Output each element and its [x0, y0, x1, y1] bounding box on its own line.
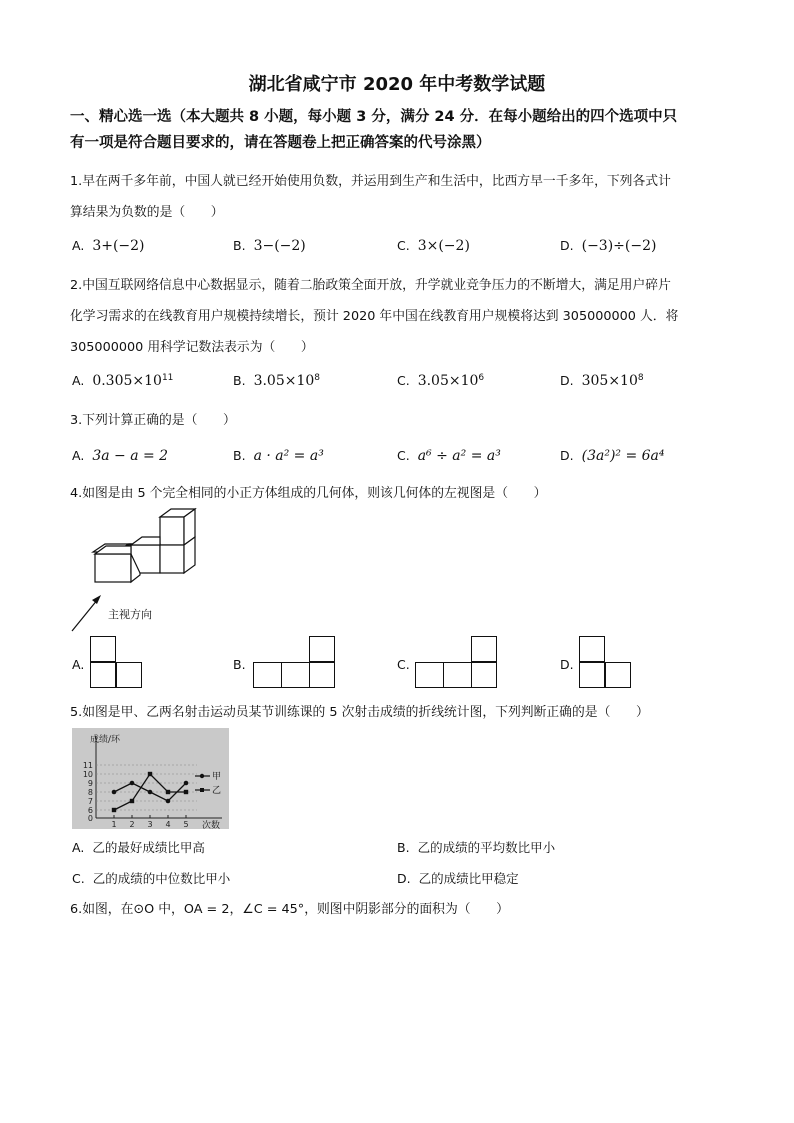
x-tick-label: 5 — [183, 820, 189, 829]
question-2-option-d[interactable]: D. $305\times 10^8$ — [560, 373, 644, 390]
view-square — [281, 662, 310, 688]
y-tick-label: 6 — [87, 806, 93, 815]
y-tick-label: 10 — [82, 770, 93, 779]
data-point — [166, 799, 171, 804]
section-heading — [70, 104, 730, 156]
data-point — [148, 790, 153, 795]
question-1-option-a[interactable]: A. 3+(−2) — [72, 238, 145, 254]
view-square — [443, 662, 472, 688]
view-square — [471, 662, 497, 688]
view-square — [579, 636, 605, 662]
question-2-option-c[interactable]: C. $3.05\times 10^6$ — [397, 373, 485, 390]
x-axis-label: 次数 — [202, 821, 221, 829]
view-square — [253, 662, 282, 688]
view-square — [415, 662, 444, 688]
question-4-option-b-label: B. — [233, 657, 246, 672]
data-point — [112, 808, 116, 812]
x-tick-label: 2 — [129, 820, 135, 829]
view-square — [90, 662, 116, 688]
question-4-option-d[interactable] — [579, 636, 635, 690]
question-4-option-c[interactable] — [415, 636, 499, 690]
page-title: 湖北省咸宁市 2020 年中考数学试题 — [248, 74, 546, 95]
question-1-stem — [70, 166, 730, 228]
legend-label: 乙 — [212, 786, 222, 796]
question-3-option-d[interactable]: D. (3a²)² = 6a⁴ — [560, 448, 665, 464]
question-3-option-a[interactable]: A. 3a − a = 2 — [72, 448, 169, 464]
question-2-line: 305000000 用科学记数法表示为（ ） — [70, 340, 314, 355]
question-4-option-d-label: D. — [560, 657, 574, 672]
data-point — [130, 799, 134, 803]
legend-label: 甲 — [212, 772, 222, 782]
y-tick-label: 11 — [82, 761, 93, 770]
view-square — [309, 636, 335, 662]
x-tick-label: 1 — [111, 820, 117, 829]
legend-marker — [200, 788, 204, 792]
data-point — [184, 790, 188, 794]
data-point — [166, 790, 170, 794]
question-4-option-a[interactable] — [90, 636, 144, 690]
data-point — [148, 772, 152, 776]
question-2-line: 2.中国互联网络信息中心数据显示，随着二胎政策全面开放，升学就业竞争压力的不断增大，满足用户碎片 — [70, 278, 671, 293]
question-5-option-c[interactable]: C. 乙的成绩的中位数比甲小 — [72, 871, 231, 886]
y-tick-label: 8 — [87, 788, 93, 797]
score-line-chart — [72, 728, 229, 829]
x-tick-label: 3 — [147, 820, 153, 829]
view-square — [116, 662, 142, 688]
question-5-option-d[interactable]: D. 乙的成绩比甲稳定 — [397, 871, 519, 886]
question-5-stem: 5.如图是甲、乙两名射击运动员某节训练课的 5 次射击成绩的折线统计图，下列判断正确的是（ ） — [70, 705, 649, 720]
direction-label: 主视方向 — [108, 608, 152, 621]
view-square — [90, 636, 116, 662]
question-3-option-c[interactable]: C. a⁶ ÷ a² = a³ — [397, 448, 501, 464]
question-5-option-b[interactable]: B. 乙的成绩的平均数比甲小 — [397, 840, 556, 855]
question-4-option-b[interactable] — [253, 636, 337, 690]
question-6-stem: 6.如图，在⊙O 中，OA = 2，∠C = 45°，则图中阴影部分的面积为（ ） — [70, 902, 509, 917]
data-point — [184, 781, 189, 786]
y-tick-label: 9 — [87, 779, 93, 788]
question-4-stem: 4.如图是由 5 个完全相同的小正方体组成的几何体，则该几何体的左视图是（ ） — [70, 486, 547, 501]
section-heading-line: 一、精心选一选（本大题共 8 小题，每小题 3 分，满分 24 分．在每小题给出的四个选项中只 — [70, 109, 678, 125]
question-4-option-c-label: C. — [397, 657, 410, 672]
question-1-option-d[interactable]: D. (−3)÷(−2) — [560, 238, 657, 254]
question-3-stem: 3.下列计算正确的是（ ） — [70, 413, 236, 428]
question-5-option-a[interactable]: A. 乙的最好成绩比甲高 — [72, 840, 205, 855]
question-3-option-b[interactable]: B. a · a² = a³ — [233, 448, 324, 464]
question-1-option-b[interactable]: B. 3−(−2) — [233, 238, 306, 254]
arrow-head-icon — [92, 595, 101, 604]
view-square — [309, 662, 335, 688]
view-square — [579, 662, 605, 688]
question-2-option-b[interactable]: B. $3.05\times 10^8$ — [233, 373, 321, 390]
view-square — [605, 662, 631, 688]
question-1-line: 算结果为负数的是（ ） — [70, 205, 224, 220]
question-4-option-a-label: A. — [72, 657, 85, 672]
question-1-option-c[interactable]: C. 3×(−2) — [397, 238, 470, 254]
question-1-line: 1.早在两千多年前，中国人就已经开始使用负数，并运用到生产和生活中，比西方早一千多年，下列各式计 — [70, 174, 671, 189]
question-2-line: 化学习需求的在线教育用户规模持续增长，预计 2020 年中国在线教育用户规模将达到 305000000 人．将 — [70, 309, 679, 324]
data-point — [112, 790, 117, 795]
y-axis-label: 成绩/环 — [90, 735, 121, 745]
y-tick-label: 0 — [87, 814, 93, 823]
question-2-stem — [70, 270, 730, 363]
legend-marker — [200, 774, 204, 778]
view-square — [471, 636, 497, 662]
section-heading-line: 有一项是符合题目要求的，请在答题卷上把正确答案的代号涂黑） — [70, 135, 491, 151]
question-2-option-a[interactable]: A. $0.305\times 10^{11}$ — [72, 373, 174, 390]
data-point — [130, 781, 135, 786]
x-tick-label: 4 — [165, 820, 171, 829]
y-tick-label: 7 — [87, 797, 93, 806]
direction-arrow-line — [72, 599, 98, 631]
